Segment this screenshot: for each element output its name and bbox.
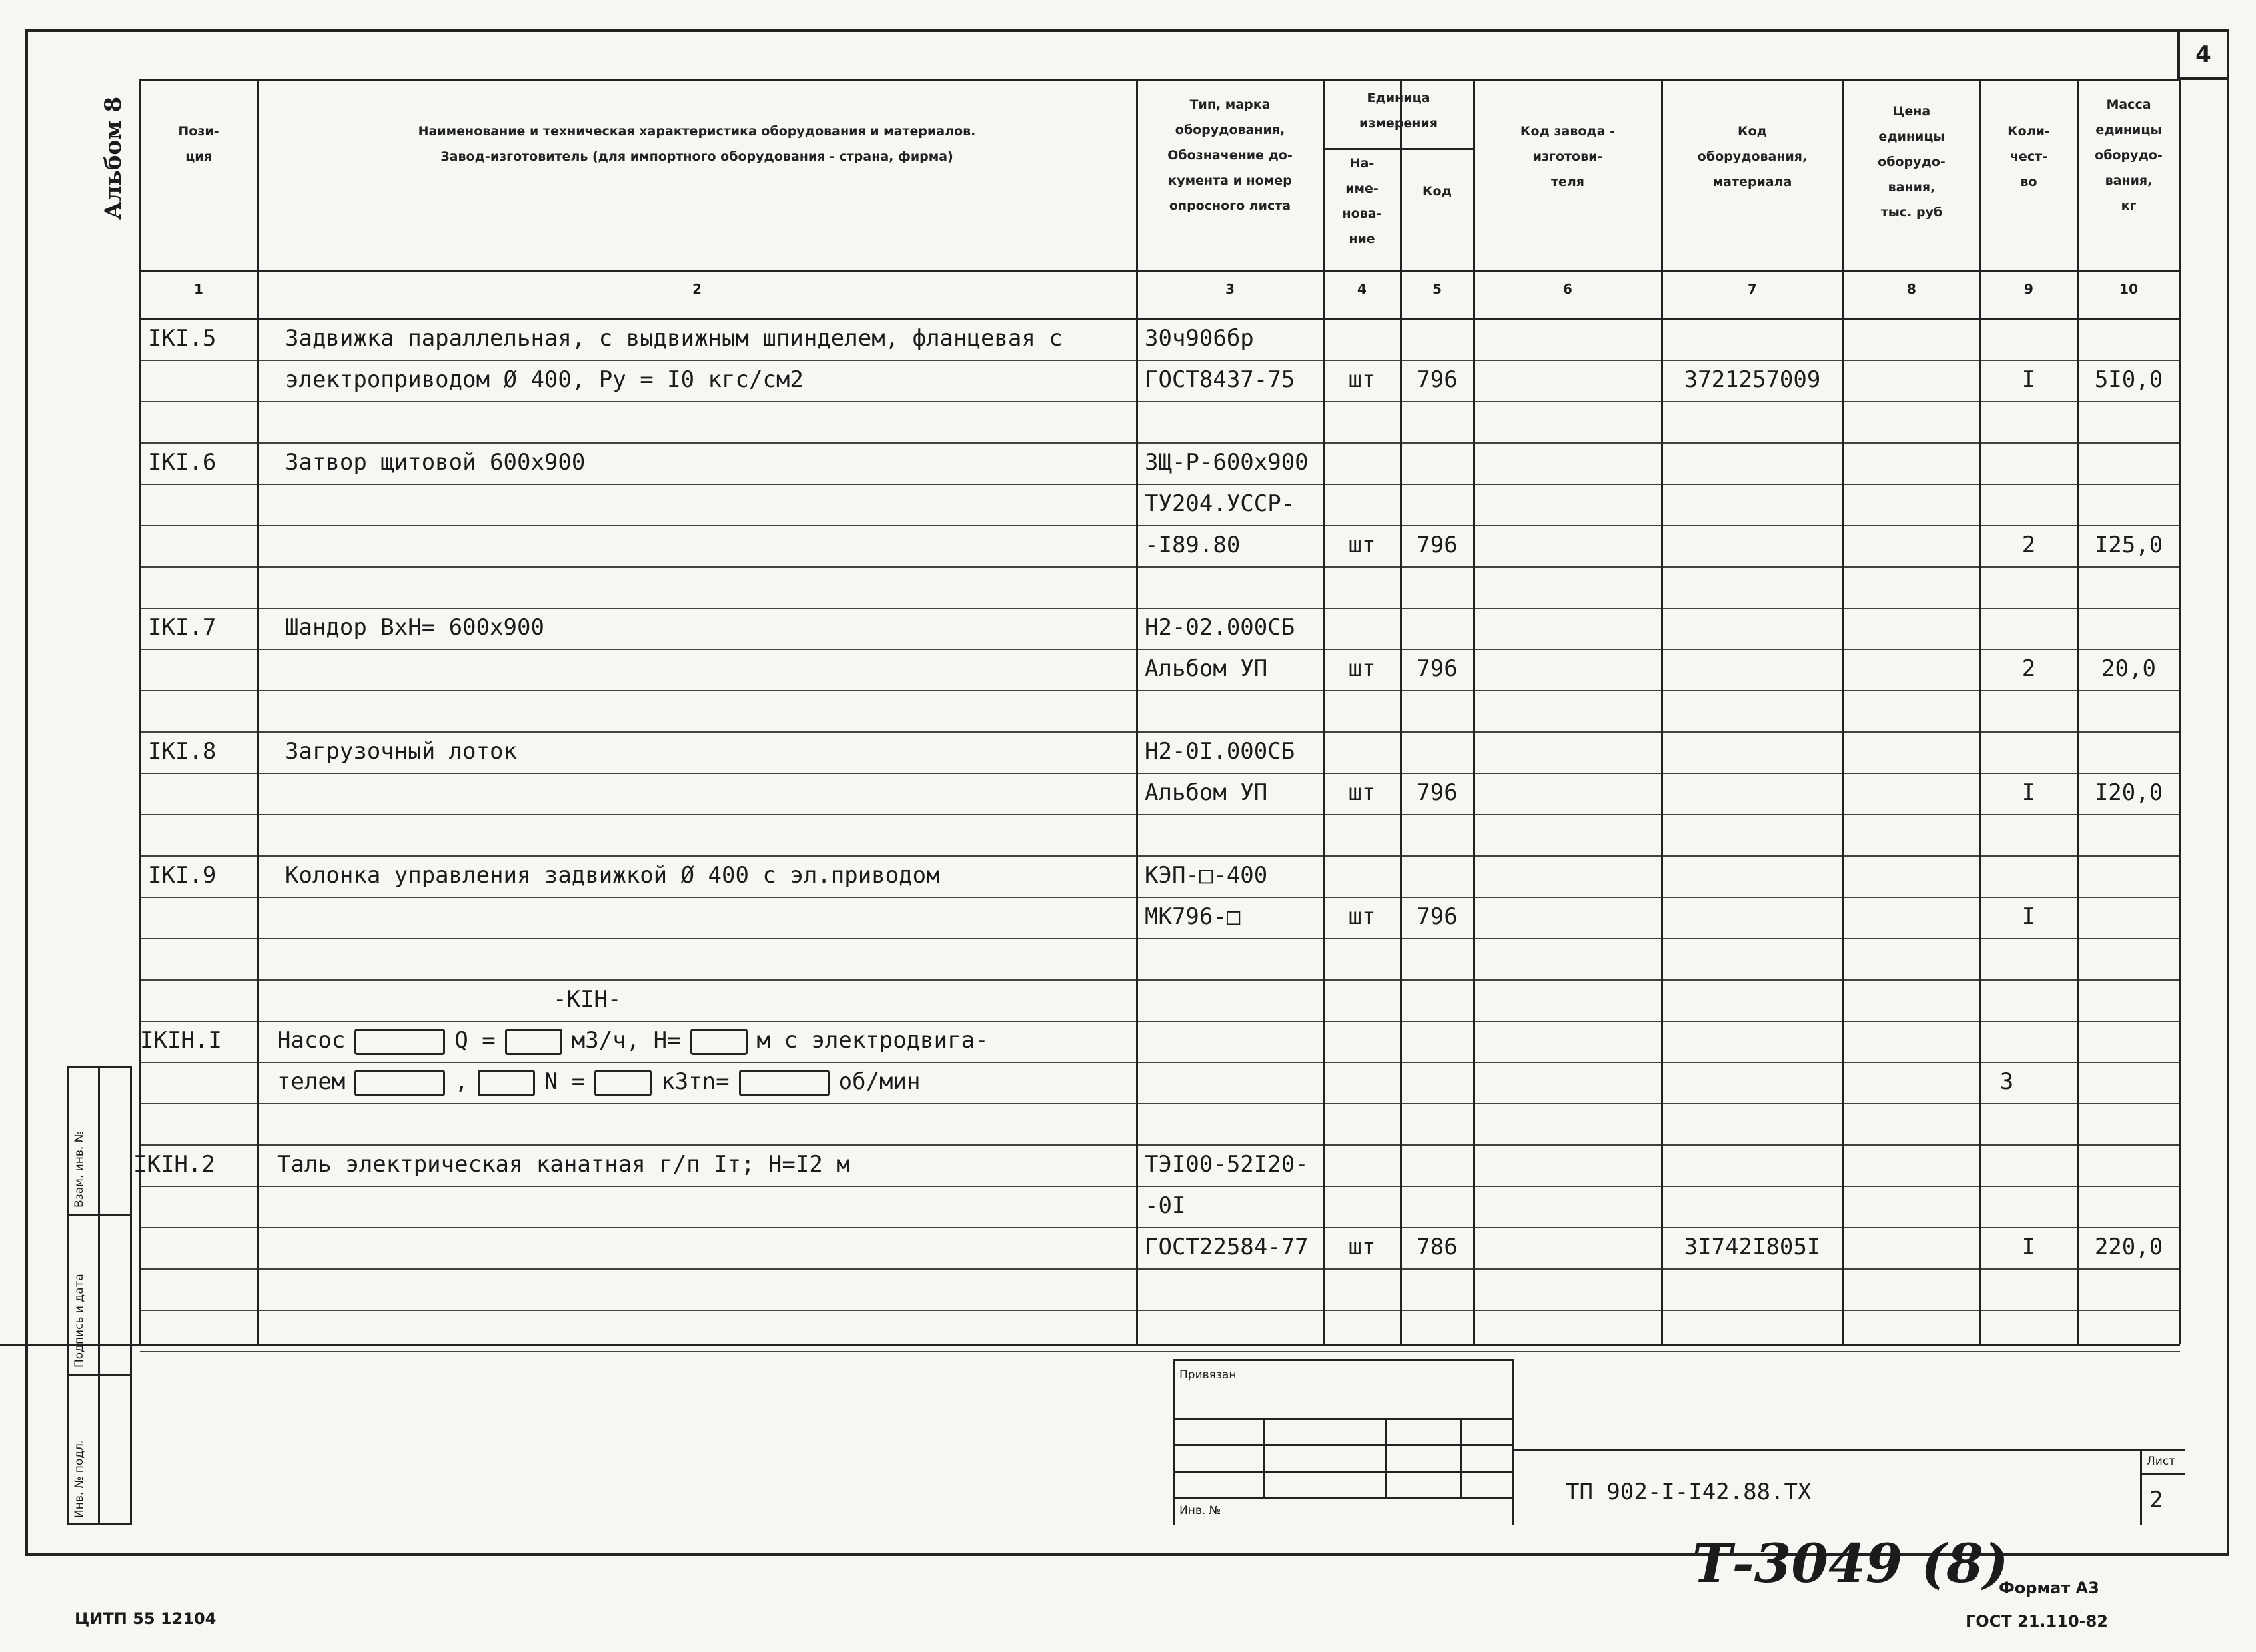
pump-label: Насос xyxy=(277,1027,346,1054)
row-equipment-code: 3721257009 xyxy=(1684,366,1821,393)
column-number: 3 xyxy=(1225,281,1235,297)
row-rule xyxy=(140,1268,2180,1270)
row-rule xyxy=(140,855,2180,857)
header-quantity-line: чест- xyxy=(2009,149,2048,164)
column-number: 2 xyxy=(692,281,702,297)
stamp-label-signature: Подпись и дата xyxy=(73,1274,86,1368)
header-unit-name-line: нова- xyxy=(1342,206,1382,221)
row-name: Затвор щитовой 600x900 xyxy=(285,449,586,476)
header-type-line: кумента и номер xyxy=(1168,173,1292,188)
pump-flow-label: Q = xyxy=(454,1027,496,1054)
hoist-name: Таль электрическая канатная г/п Iт; Н=I2 м xyxy=(277,1151,850,1178)
row-unit-code: 796 xyxy=(1416,366,1458,393)
row-rule xyxy=(140,484,2180,485)
row-mass: I25,0 xyxy=(2094,532,2163,558)
header-mass-line: Масса xyxy=(2106,97,2151,112)
column-number: 9 xyxy=(2024,281,2033,297)
sheet-number: 2 xyxy=(2149,1487,2163,1513)
header-name-line: Завод-изготовитель (для импортного оборудования - страна, фирма) xyxy=(440,149,953,164)
header-price-line: вания, xyxy=(1888,180,1936,195)
row-rule xyxy=(140,731,2180,733)
row-quantity: 2 xyxy=(2021,532,2036,558)
pump-power-label: N = xyxy=(544,1068,586,1095)
row-rule xyxy=(140,608,2180,609)
table-bottom-rule xyxy=(0,1344,2180,1346)
blank-field-box xyxy=(354,1070,445,1096)
hoist-equipment-code: 3I742I805I xyxy=(1684,1234,1821,1260)
blank-field-box xyxy=(478,1070,535,1096)
header-price-line: единицы xyxy=(1878,129,1945,144)
row-mass: I20,0 xyxy=(2094,779,2163,806)
stamp-label-replace: Взам. инв. № xyxy=(73,1130,86,1208)
sheet-corner-number: 4 xyxy=(2177,29,2229,80)
row-type: Альбом УП xyxy=(1145,779,1268,806)
row-rule xyxy=(140,401,2180,402)
pump-line-2 xyxy=(277,1068,920,1096)
row-rule xyxy=(140,1103,2180,1104)
row-unit: шт xyxy=(1348,532,1376,558)
header-name-line: Наименование и техническая характеристика оборудования и материалов. xyxy=(418,124,976,139)
header-unit-name-line: На- xyxy=(1349,156,1375,171)
pump-speed-unit: об/мин xyxy=(838,1068,921,1095)
pump-quantity: 3 xyxy=(1999,1068,2014,1095)
row-unit-code: 796 xyxy=(1416,655,1458,682)
column-number: 7 xyxy=(1748,281,1757,297)
header-unit-code-line: Код xyxy=(1422,184,1452,199)
header-unit-code xyxy=(1401,179,1474,204)
header-price xyxy=(1843,99,1980,225)
header-mass-line: вания, xyxy=(2105,173,2153,188)
pump-sep: , xyxy=(454,1068,468,1095)
header-mass-line: кг xyxy=(2121,199,2137,213)
row-rule xyxy=(140,1062,2180,1063)
row-quantity: I xyxy=(2021,779,2036,806)
header-equipment-code-line: Код xyxy=(1738,124,1767,139)
row-rule xyxy=(140,690,2180,691)
row-type: ГОСТ8437-75 xyxy=(1145,366,1295,393)
header-unit-name-line: име- xyxy=(1345,181,1379,196)
column-number: 10 xyxy=(2119,281,2138,297)
header-mass xyxy=(2077,92,2180,218)
row-rule xyxy=(140,1021,2180,1022)
row-rule xyxy=(140,442,2180,444)
header-rule xyxy=(140,79,2180,81)
blank-field-box xyxy=(739,1070,830,1096)
column-number: 6 xyxy=(1563,281,1572,297)
column-number: 8 xyxy=(1907,281,1916,297)
col-rule xyxy=(1979,79,1981,1344)
format-label: Формат А3 xyxy=(1999,1579,2099,1597)
col-rule xyxy=(1136,79,1138,1344)
unit-group-rule xyxy=(1323,148,1474,150)
col-rule xyxy=(1400,79,1402,1344)
row-name: Загрузочный лоток xyxy=(285,738,517,765)
header-position-line: Пози- xyxy=(178,124,219,139)
header-type-line: Обозначение до- xyxy=(1167,148,1293,163)
header-price-line: Цена xyxy=(1892,104,1931,119)
row-rule xyxy=(140,938,2180,939)
row-type: ТУ204.УССР- xyxy=(1145,490,1295,517)
row-rule xyxy=(140,979,2180,981)
row-rule xyxy=(140,814,2180,815)
header-price-line: оборудо- xyxy=(1878,155,1946,169)
col-rule xyxy=(257,79,259,1344)
linked-label: Привязан xyxy=(1179,1368,1237,1382)
header-plant-code-line: изготови- xyxy=(1532,149,1603,164)
header-unit-group xyxy=(1323,85,1474,136)
pump-head-label: м3/ч, Н= xyxy=(571,1027,681,1054)
column-number: 1 xyxy=(194,281,203,297)
header-mass-line: оборудо- xyxy=(2095,148,2163,163)
row-unit: шт xyxy=(1348,903,1376,930)
col-rule xyxy=(1323,79,1325,1344)
pump-line-1 xyxy=(277,1027,989,1055)
blank-field-box xyxy=(505,1029,562,1055)
hoist-unit-code: 786 xyxy=(1416,1234,1458,1260)
row-quantity: 2 xyxy=(2021,655,2036,682)
row-rule xyxy=(140,1227,2180,1228)
header-type-line: опросного листа xyxy=(1169,199,1291,213)
row-position: IKI.8 xyxy=(148,738,217,765)
equipment-spec-table xyxy=(133,79,2180,1344)
hoist-unit: шт xyxy=(1348,1234,1376,1260)
pump-motor-label: м с электродвига- xyxy=(756,1027,989,1054)
row-rule xyxy=(140,1351,2180,1352)
row-unit: шт xyxy=(1348,779,1376,806)
header-unit-group-line: Единица xyxy=(1367,91,1430,105)
row-quantity: I xyxy=(2021,366,2036,393)
pump-speed-label: n= xyxy=(702,1068,730,1095)
title-block xyxy=(1173,1359,2185,1525)
header-price-line: тыс. руб xyxy=(1880,205,1943,220)
row-unit-code: 796 xyxy=(1416,532,1458,558)
document-code: ТП 902-I-I42.88.ТХ xyxy=(1566,1479,1812,1505)
header-mass-line: единицы xyxy=(2095,123,2162,137)
header-quantity xyxy=(1980,119,2077,195)
hoist-quantity: I xyxy=(2021,1234,2036,1260)
section-title: -KIH- xyxy=(553,986,622,1013)
handwritten-inventory-number: Т-3049 (8) xyxy=(1692,1532,2009,1595)
row-rule xyxy=(140,525,2180,526)
header-unit-name-line: ние xyxy=(1349,232,1375,246)
header-type xyxy=(1137,92,1323,218)
col-rule xyxy=(1661,79,1663,1344)
header-rule xyxy=(140,318,2180,320)
hoist-type-1: ТЭI00-52I20- xyxy=(1145,1151,1309,1178)
hoist-position: IKIH.2 xyxy=(133,1151,215,1178)
row-rule xyxy=(140,649,2180,650)
row-type: Альбом УП xyxy=(1145,655,1268,682)
gost-label: ГОСТ 21.110-82 xyxy=(1966,1612,2109,1631)
inv-label: Инв. № xyxy=(1179,1504,1221,1517)
header-plant-code xyxy=(1474,119,1662,195)
row-position: IKI.6 xyxy=(148,449,217,476)
row-rule xyxy=(140,1144,2180,1146)
sheet-label: Лист xyxy=(2147,1455,2176,1468)
header-plant-code-line: Код завода - xyxy=(1520,124,1616,139)
row-name: электроприводом Ø 400, Ру = I0 кгс/см2 xyxy=(285,366,804,393)
row-type: Н2-0I.000СБ xyxy=(1145,738,1295,765)
header-rule xyxy=(140,270,2180,272)
side-album-label: Альбом 8 xyxy=(100,96,127,220)
blank-field-box xyxy=(594,1070,652,1096)
printer-label: ЦИТП 55 12104 xyxy=(75,1609,217,1628)
header-unit-name xyxy=(1323,151,1401,252)
pump-motor-label-2: телем xyxy=(277,1068,346,1095)
pump-power-unit: кЗт xyxy=(661,1068,702,1095)
col-rule xyxy=(1842,79,1844,1344)
header-plant-code-line: теля xyxy=(1550,175,1584,189)
hoist-type-3: ГОСТ22584-77 xyxy=(1145,1234,1309,1260)
col-rule xyxy=(1473,79,1475,1344)
blank-field-box xyxy=(354,1029,445,1055)
header-equipment-code-line: оборудования, xyxy=(1697,149,1808,164)
row-unit: шт xyxy=(1348,366,1376,393)
row-type: 30ч906бр xyxy=(1145,325,1254,352)
row-position: IKI.7 xyxy=(148,614,217,641)
row-rule xyxy=(140,773,2180,774)
row-type: Н2-02.000СБ xyxy=(1145,614,1295,641)
row-unit: шт xyxy=(1348,655,1376,682)
header-type-line: Тип, марка xyxy=(1189,97,1271,112)
stamp-label-original: Инв. № подл. xyxy=(73,1440,86,1518)
col-rule xyxy=(2179,79,2181,1344)
hoist-mass: 220,0 xyxy=(2094,1234,2163,1260)
header-position-line: ция xyxy=(185,149,212,164)
row-name: Шандор ВхН= 600x900 xyxy=(285,614,544,641)
row-position: IKI.5 xyxy=(148,325,217,352)
row-mass: 5I0,0 xyxy=(2094,366,2163,393)
row-type: ЗЩ-Р-600x900 xyxy=(1145,449,1309,476)
row-name: Задвижка параллельная, с выдвижным шпинделем, фланцевая с xyxy=(285,325,1063,352)
column-number: 4 xyxy=(1357,281,1367,297)
header-position xyxy=(140,119,257,169)
stamp-column xyxy=(67,1066,132,1525)
row-mass: 20,0 xyxy=(2101,655,2156,682)
column-number: 5 xyxy=(1432,281,1442,297)
header-quantity-line: во xyxy=(2020,175,2037,189)
row-unit-code: 796 xyxy=(1416,779,1458,806)
row-type: МК796-□ xyxy=(1145,903,1241,930)
header-unit-group-line: измерения xyxy=(1359,116,1438,131)
header-type-line: оборудования, xyxy=(1175,123,1285,137)
pump-position: IKIH.I xyxy=(140,1027,222,1054)
row-rule xyxy=(140,360,2180,361)
row-rule xyxy=(140,1186,2180,1187)
row-rule xyxy=(140,1310,2180,1311)
row-type: КЭП-□-400 xyxy=(1145,862,1268,889)
col-rule xyxy=(2077,79,2079,1344)
blank-field-box xyxy=(690,1029,748,1055)
header-quantity-line: Коли- xyxy=(2007,124,2050,139)
header-equipment-code-line: материала xyxy=(1712,175,1792,189)
row-rule xyxy=(140,566,2180,568)
row-type: -I89.80 xyxy=(1145,532,1241,558)
hoist-type-2: -0I xyxy=(1145,1192,1186,1219)
row-name: Колонка управления задвижкой Ø 400 с эл.приводом xyxy=(285,862,940,889)
row-position: IKI.9 xyxy=(148,862,217,889)
row-quantity: I xyxy=(2021,903,2036,930)
row-unit-code: 796 xyxy=(1416,903,1458,930)
header-name xyxy=(257,119,1137,169)
row-rule xyxy=(140,897,2180,898)
header-equipment-code xyxy=(1662,119,1843,195)
